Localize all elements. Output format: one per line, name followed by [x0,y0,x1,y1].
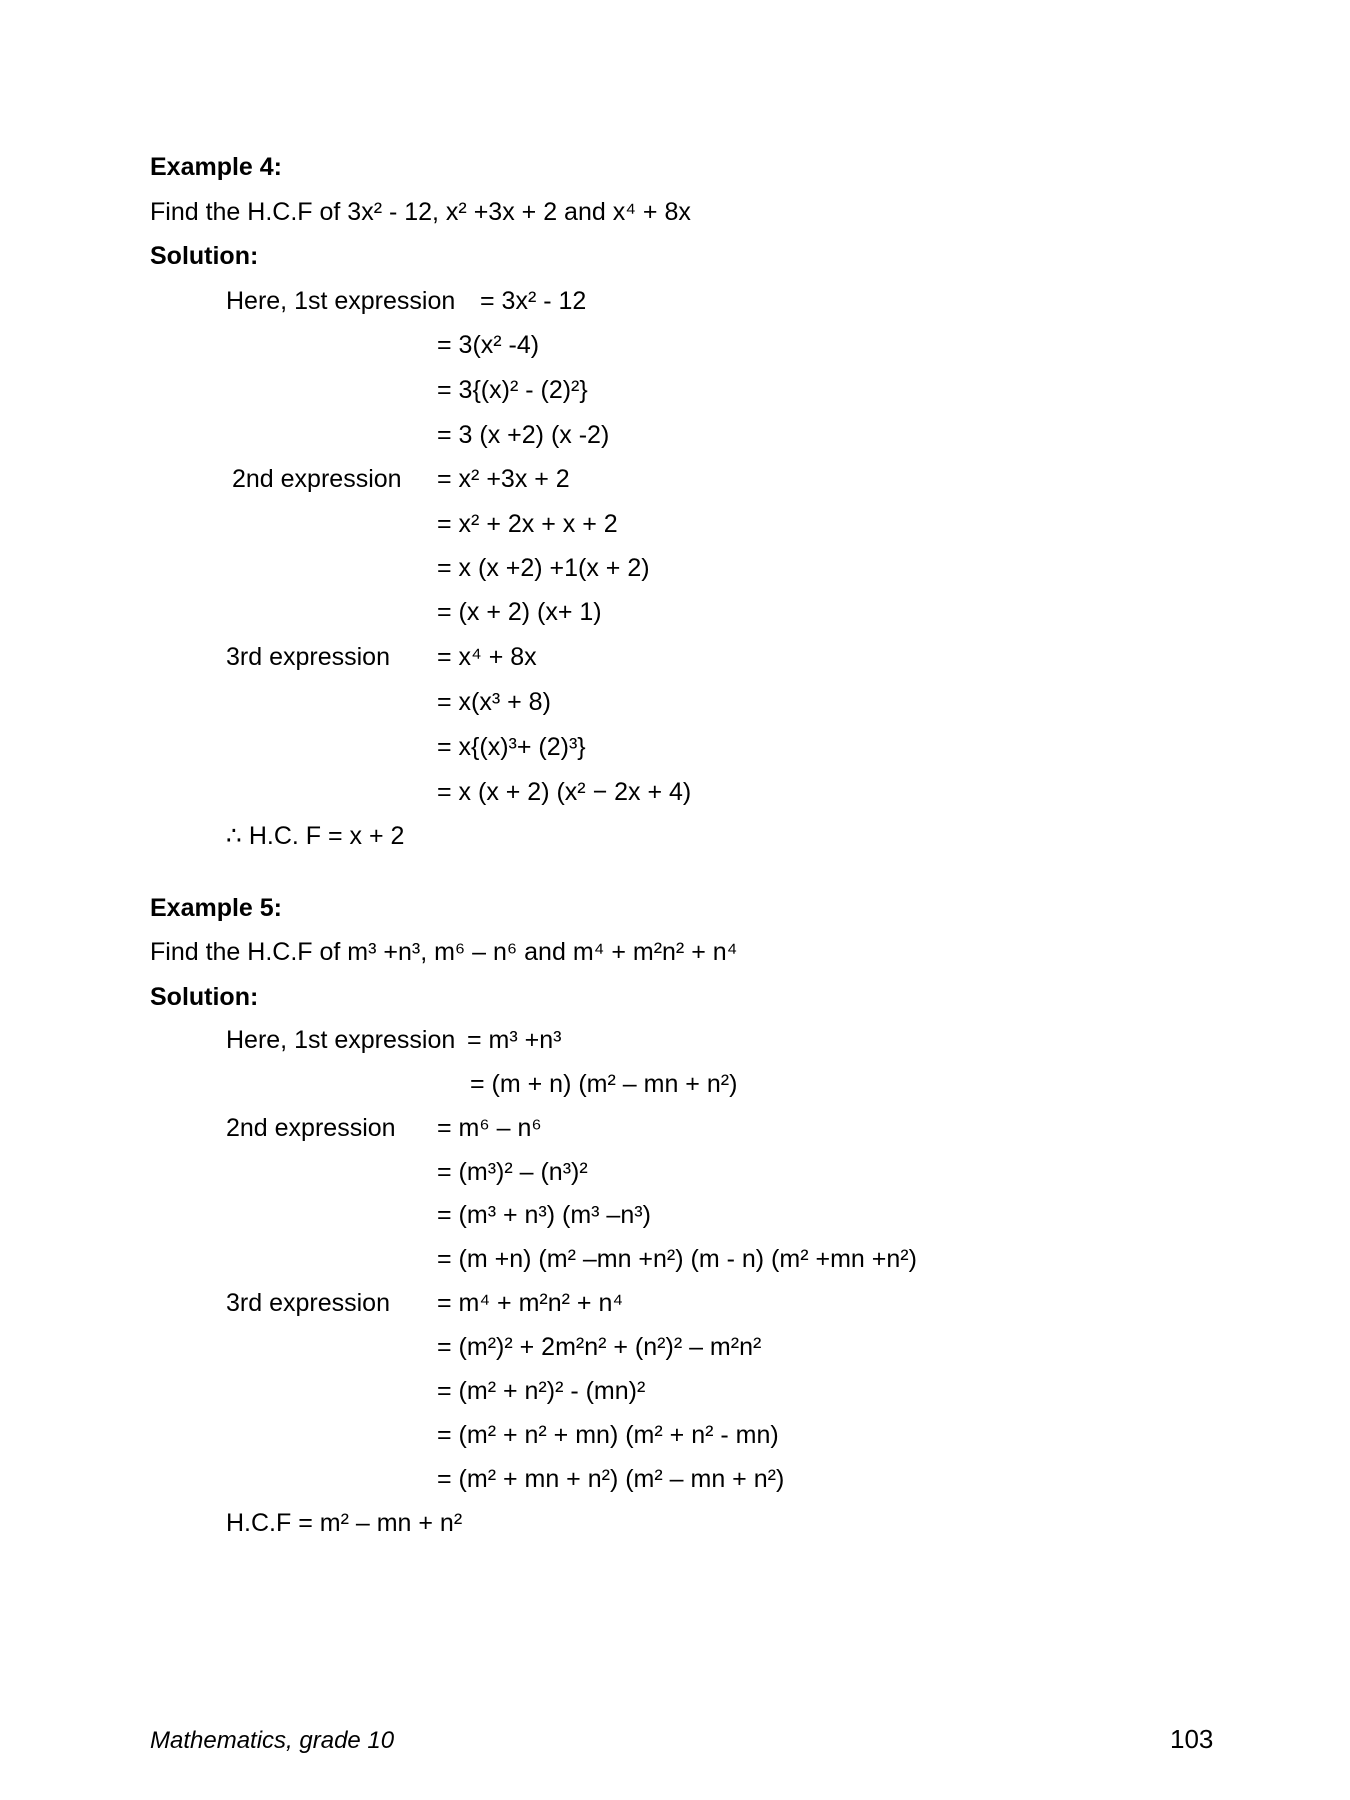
ex5-line-expr: = m⁶ – n⁶ [437,1114,542,1142]
footer-book-title: Mathematics, grade 10 [150,1727,395,1754]
ex5-line-expr: = (m³ + n³) (m³ –n³) [437,1201,651,1229]
ex4-line-expr: = x (x +2) +1(x + 2) [437,554,650,582]
example-4-heading: Example 4: [150,153,283,181]
ex4-line-expr: = x(x³ + 8) [437,688,551,716]
ex4-line-expr: = 3(x² -4) [437,331,540,359]
ex5-line-expr: = m⁴ + m²n² + n⁴ [437,1289,624,1317]
ex5-line-expr: = (m³)² – (n³)² [437,1158,588,1186]
ex5-line-expr: = (m² + mn + n²) (m² – mn + n²) [437,1465,785,1493]
ex4-line-expr: = x² +3x + 2 [437,465,570,493]
ex4-line-expr: = 3{(x)² - (2)²} [437,376,588,404]
ex5-line-label: Here, 1st expression [226,1026,456,1054]
ex4-line-expr: = 3x² - 12 [480,287,587,315]
ex4-line-label: 2nd expression [232,465,402,493]
example-4-solution-label: Solution: [150,242,259,270]
ex4-line-label: Here, 1st expression [226,287,456,315]
ex5-line-expr: = (m² + n² + mn) (m² + n² - mn) [437,1421,779,1449]
example-4-conclusion: ∴ H.C. F = x + 2 [226,822,405,850]
ex4-line-expr: = x⁴ + 8x [437,643,537,671]
ex4-line-expr: = x (x + 2) (x² − 2x + 4) [437,778,692,806]
ex5-line-expr: = (m + n) (m² – mn + n²) [470,1070,738,1098]
ex5-line-expr: = (m² + n²)² - (mn)² [437,1377,646,1405]
ex5-line-label: 2nd expression [226,1114,396,1142]
example-5-heading: Example 5: [150,894,283,922]
page-number: 103 [1170,1724,1214,1754]
example-4-question: Find the H.C.F of 3x² - 12, x² +3x + 2 and x⁴ + 8x [150,198,691,226]
ex5-line-expr: = m³ +n³ [467,1026,562,1054]
example-5-question: Find the H.C.F of m³ +n³, m⁶ – n⁶ and m⁴ + m²n² + n⁴ [150,938,738,966]
ex4-line-expr: = x{(x)³+ (2)³} [437,733,586,761]
example-5-conclusion: H.C.F = m² – mn + n² [226,1509,463,1537]
ex5-line-label: 3rd expression [226,1289,390,1317]
ex4-line-expr: = 3 (x +2) (x -2) [437,421,610,449]
ex4-line-expr: = x² + 2x + x + 2 [437,510,618,538]
ex5-line-expr: = (m²)² + 2m²n² + (n²)² – m²n² [437,1333,762,1361]
ex4-line-label: 3rd expression [226,643,390,671]
example-5-solution-label: Solution: [150,983,259,1011]
ex4-line-expr: = (x + 2) (x+ 1) [437,598,602,626]
ex5-line-expr: = (m +n) (m² –mn +n²) (m - n) (m² +mn +n²) [437,1245,917,1273]
